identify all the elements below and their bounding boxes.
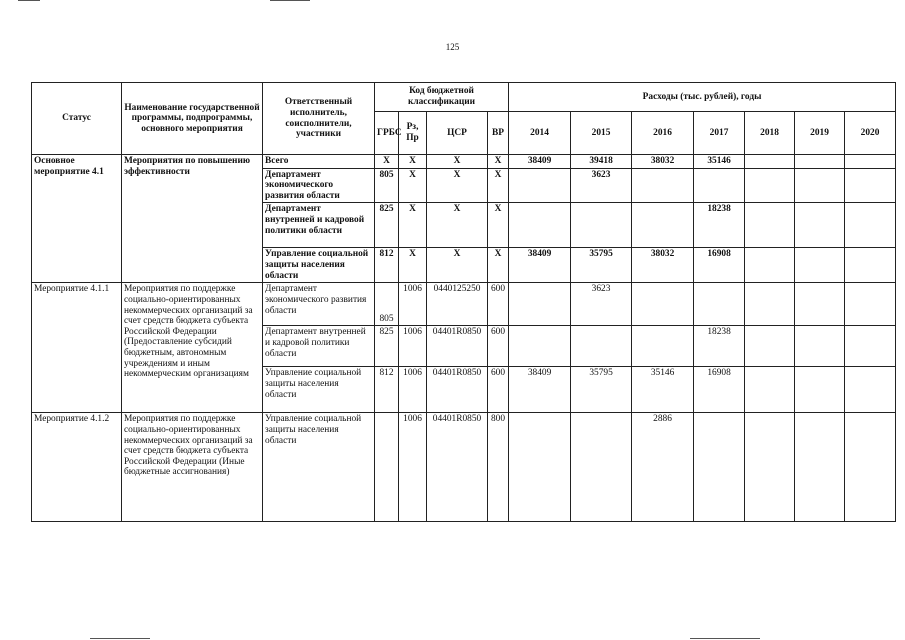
header-year: 2016 [632, 112, 694, 155]
cell-amount: 3623 [571, 168, 632, 203]
cell-amount [795, 248, 845, 283]
cell-amount [571, 326, 632, 367]
cell-amount [745, 155, 795, 169]
cell-amount: 2886 [632, 413, 694, 522]
row-responsible: Управление социальной защиты населения области [263, 367, 375, 413]
header-year: 2020 [845, 112, 896, 155]
cell-amount [845, 203, 896, 248]
cell-grbs: 812 [375, 367, 399, 413]
cell-csr: 04401R0850 [427, 413, 488, 522]
cell-amount [745, 168, 795, 203]
cell-amount [571, 203, 632, 248]
row-responsible: Департамент экономического развития области [263, 168, 375, 203]
cell-vr: X [488, 248, 509, 283]
cell-amount [795, 203, 845, 248]
cell-amount [509, 168, 571, 203]
row-program-name: Мероприятия по повышению эффективности [122, 155, 263, 283]
row-program-name: Мероприятия по поддержке социально-ориентированных некоммерческих организаций за счет средств бюджета субъекта Российской Федерации (Предоставление субсидий бюджетным, автономным учреждениям и иным некоммерческим организациям [122, 283, 263, 413]
row-status: Мероприятие 4.1.1 [32, 283, 122, 413]
row-responsible: Департамент внутренней и кадровой политики области [263, 326, 375, 367]
cell-amount [745, 248, 795, 283]
cell-amount [745, 367, 795, 413]
cell-csr: X [427, 248, 488, 283]
header-rz-pr: Рз, Пр [399, 112, 427, 155]
cell-csr: 04401R0850 [427, 326, 488, 367]
table-row [32, 155, 896, 169]
cell-amount [509, 203, 571, 248]
cell-rz-pr: X [399, 203, 427, 248]
row-status: Мероприятие 4.1.2 [32, 413, 122, 522]
header-responsible: Ответственный исполнитель, соисполнители, участники [263, 83, 375, 155]
scan-mark-top-left [18, 0, 40, 1]
cell-amount [745, 326, 795, 367]
budget-table [31, 82, 896, 522]
cell-amount [694, 168, 745, 203]
cell-amount [795, 326, 845, 367]
cell-amount: 38032 [632, 248, 694, 283]
cell-amount: 3623 [571, 283, 632, 326]
scan-mark-top-mid [270, 0, 310, 1]
cell-vr: 600 [488, 283, 509, 326]
table-row [32, 283, 896, 326]
cell-amount [745, 413, 795, 522]
cell-amount [745, 203, 795, 248]
cell-amount [845, 168, 896, 203]
cell-amount: 35795 [571, 367, 632, 413]
cell-amount: 18238 [694, 203, 745, 248]
cell-amount [745, 283, 795, 326]
header-program-name: Наименование государственной программы, подпрограммы, основного мероприятия [122, 83, 263, 155]
cell-amount [632, 326, 694, 367]
scan-mark-bottom [90, 638, 150, 639]
row-responsible: Всего [263, 155, 375, 169]
cell-amount: 35146 [632, 367, 694, 413]
cell-amount [509, 283, 571, 326]
cell-amount [632, 168, 694, 203]
cell-amount: 38409 [509, 155, 571, 169]
cell-rz-pr: X [399, 248, 427, 283]
cell-amount: 38409 [509, 248, 571, 283]
cell-csr: X [427, 203, 488, 248]
cell-grbs: X [375, 155, 399, 169]
cell-amount [632, 283, 694, 326]
cell-amount [845, 413, 896, 522]
cell-rz-pr: X [399, 168, 427, 203]
cell-amount [795, 168, 845, 203]
header-status: Статус [32, 83, 122, 155]
cell-amount [632, 203, 694, 248]
cell-vr: 600 [488, 367, 509, 413]
cell-amount: 16908 [694, 248, 745, 283]
cell-rz-pr: X [399, 155, 427, 169]
cell-amount [795, 413, 845, 522]
cell-amount [694, 283, 745, 326]
scan-mark-bottom-right [690, 638, 760, 639]
cell-amount [845, 283, 896, 326]
cell-rz-pr: 1006 [399, 283, 427, 326]
row-status: Основное мероприятие 4.1 [32, 155, 122, 283]
cell-vr: 600 [488, 326, 509, 367]
cell-amount: 18238 [694, 326, 745, 367]
header-vr: ВР [488, 112, 509, 155]
cell-amount [845, 326, 896, 367]
cell-amount: 38409 [509, 367, 571, 413]
row-program-name: Мероприятия по поддержке социально-ориентированных некоммерческих организаций за счет средств бюджета субъекта Российской Федерации (Иные бюджетные ассигнования) [122, 413, 263, 522]
cell-amount: 35795 [571, 248, 632, 283]
row-responsible: Департамент экономического развития области [263, 283, 375, 326]
cell-amount [795, 283, 845, 326]
cell-amount [571, 413, 632, 522]
cell-rz-pr: 1006 [399, 326, 427, 367]
header-expenses: Расходы (тыс. рублей), годы [509, 83, 896, 112]
cell-grbs: 812 [375, 248, 399, 283]
header-year: 2014 [509, 112, 571, 155]
cell-vr: 800 [488, 413, 509, 522]
cell-csr: 04401R0850 [427, 367, 488, 413]
row-responsible: Департамент внутренней и кадровой политики области [263, 203, 375, 248]
cell-amount [509, 326, 571, 367]
header-year: 2017 [694, 112, 745, 155]
cell-amount [845, 155, 896, 169]
header-year: 2019 [795, 112, 845, 155]
cell-rz-pr: 1006 [399, 413, 427, 522]
cell-amount [795, 155, 845, 169]
cell-rz-pr: 1006 [399, 367, 427, 413]
cell-vr: X [488, 203, 509, 248]
cell-amount: 16908 [694, 367, 745, 413]
row-responsible: Управление социальной защиты населения области [263, 248, 375, 283]
row-responsible: Управление социальной защиты населения области [263, 413, 375, 522]
cell-grbs: 825 [375, 326, 399, 367]
cell-grbs: 805 [375, 283, 399, 326]
cell-grbs [375, 413, 399, 522]
header-year: 2015 [571, 112, 632, 155]
table-row [32, 413, 896, 522]
cell-amount [509, 413, 571, 522]
header-budget-code: Код бюджетной классификации [375, 83, 509, 112]
page-number: 125 [445, 42, 460, 52]
header-csr: ЦСР [427, 112, 488, 155]
cell-amount [694, 413, 745, 522]
cell-amount: 35146 [694, 155, 745, 169]
cell-amount: 38032 [632, 155, 694, 169]
cell-amount: 39418 [571, 155, 632, 169]
cell-vr: X [488, 155, 509, 169]
cell-grbs: 805 [375, 168, 399, 203]
cell-amount [795, 367, 845, 413]
cell-amount [845, 248, 896, 283]
cell-vr: X [488, 168, 509, 203]
cell-csr: 0440125250 [427, 283, 488, 326]
cell-csr: X [427, 168, 488, 203]
header-grbs: ГРБС [375, 112, 399, 155]
header-year: 2018 [745, 112, 795, 155]
cell-amount [845, 367, 896, 413]
cell-grbs: 825 [375, 203, 399, 248]
cell-csr: X [427, 155, 488, 169]
